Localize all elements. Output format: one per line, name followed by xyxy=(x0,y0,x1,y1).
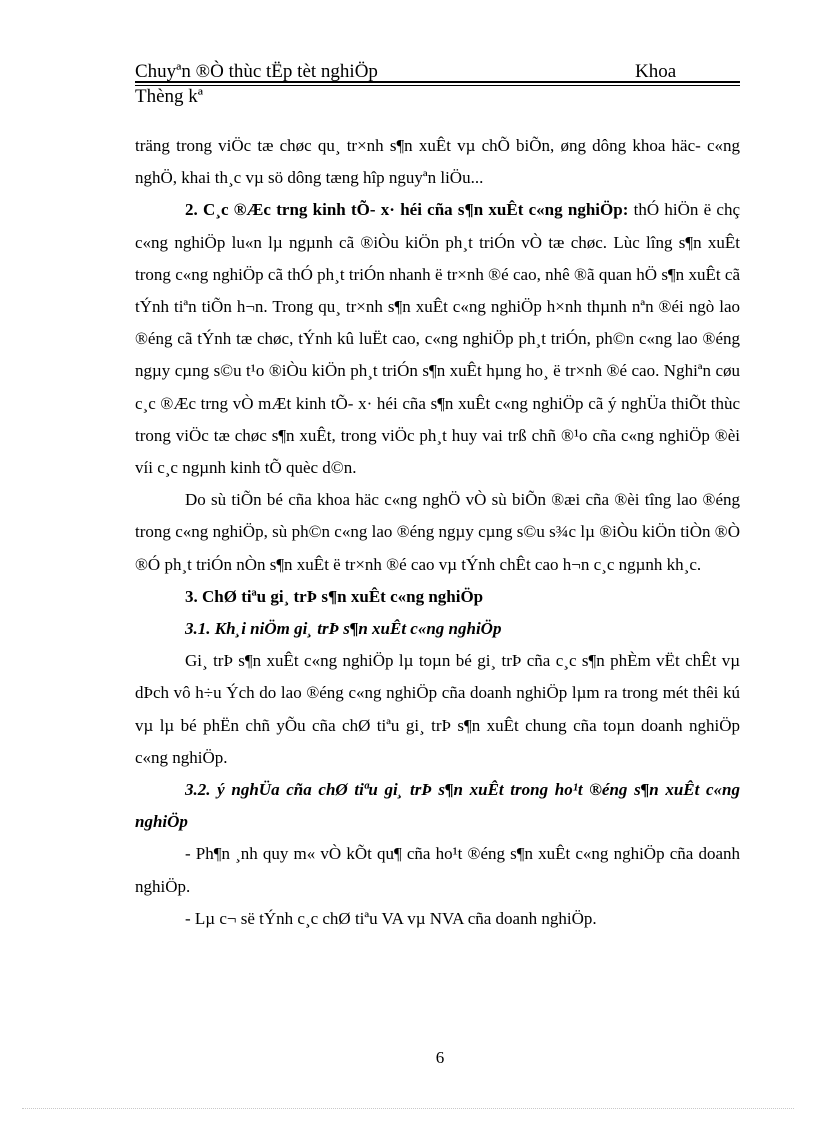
header-rule-thick xyxy=(135,81,740,83)
body-text xyxy=(135,130,740,935)
page-number: 6 xyxy=(435,1048,445,1067)
paragraph-3: Do sù tiÕn bé cña khoa häc c«ng nghÖ vÒ sù biÕn ®æi cña ®èi tîng lao ®éng trong c«ng nghiÖp, sù ph©n c«ng lao ®éng ngµy cµng s©u s¾c lµ ®iÒu kiÖn tiÒn ®Ò ®Ó ph¸t triÓn nÒn s¶n xuÊt ë tr×nh ®é cao vµ tÝnh chÊt cao h¬n c¸c ngµnh kh¸c. xyxy=(135,490,740,574)
section-2-text: thÓ hiÖn ë chç c«ng nghiÖp lu«n lµ ngµnh cã ®iÒu kiÖn ph¸t triÓn vÒ tæ chøc. Lùc lîng s¶n xuÊt trong c«ng nghiÖp cã thÓ ph¸t triÓn nhanh ë tr×nh ®é cao, nhê ®ã quan hÖ s¶n xuÊt cã tÝnh tiªn tiÕn h¬n. Trong qu¸ tr×nh s¶n xuÊt c«ng nghiÖp h×nh thµnh nªn ®éi ngò lao ®éng cã tÝnh tæ chøc, tÝnh kû luËt cao, c«ng nghiÖp ph¸t triÓn, ph©n c«ng lao ®éng ngµy cµng s©u t¹o ®iÒu kiÖn ph¸t triÓn s¶n xuÊt hµng ho¸ ë tr×nh ®é cao. Nghiªn cøu c¸c ®Æc trng vÒ mÆt kinh tÕ- x· héi cña s¶n xuÊt c«ng nghiÖp cã ý nghÜa thiÕt thùc trong viÖc tæ chøc s¶n xuÊt, trong viÖc ph¸t huy vai trß chñ ®¹o cña c«ng nghiÖp ®èi víi c¸c ngµnh kinh tÕ quèc d©n. xyxy=(135,200,740,478)
header-title: Chuyªn ®Ò thùc tËp tèt nghiÖp xyxy=(135,61,378,82)
page-bottom-border xyxy=(22,1108,794,1109)
paragraph-2 xyxy=(135,194,740,484)
paragraph-4: Gi¸ trÞ s¶n xuÊt c«ng nghiÖp lµ toµn bé gi¸ trÞ cña c¸c s¶n phÈm vËt chÊt vµ dÞch vô h÷u Ých do lao ®éng c«ng nghiÖp cña doanh nghiÖp lµm ra trong mét thêi kú vµ lµ bé phËn chñ yÕu cña chØ tiªu gi¸ trÞ s¶n xuÊt chung cña toµn doanh nghiÖp c«ng nghiÖp. xyxy=(135,651,740,767)
section-3-1-heading: 3.1. Kh¸i niÖm gi¸ trÞ s¶n xuÊt c«ng nghiÖp xyxy=(185,619,502,639)
bullet-2: - Lµ c¬ së tÝnh c¸c chØ tiªu VA vµ NVA cña doanh nghiÖp. xyxy=(185,908,597,928)
section-2-heading: 2. C¸c ®Æc trng kinh tÕ- x· héi cña s¶n xuÊt c«ng nghiÖp: xyxy=(185,200,629,220)
header-rule-thin xyxy=(135,85,740,86)
section-3-heading: 3. ChØ tiªu gi¸ trÞ s¶n xuÊt c«ng nghiÖp xyxy=(185,586,484,606)
bullet-1: - Ph¶n ¸nh quy m« vÒ kÕt qu¶ cña ho¹t ®éng s¶n xuÊt c«ng nghiÖp cña doanh nghiÖp. xyxy=(135,844,740,896)
paragraph-1: träng trong viÖc tæ chøc qu¸ tr×nh s¶n xuÊt vµ chÕ biÕn, øng dông khoa häc- c«ng nghÖ, khai th¸c vµ sö dông tæng hîp nguyªn liÖu... xyxy=(135,136,740,188)
header-subtitle: Thèng kª xyxy=(135,86,204,107)
header-department: Khoa xyxy=(635,61,677,82)
section-3-2-heading: 3.2. ý nghÜa cña chØ tiªu gi¸ trÞ s¶n xuÊt trong ho¹t ®éng s¶n xuÊt c«ng nghiÖp xyxy=(135,780,740,832)
